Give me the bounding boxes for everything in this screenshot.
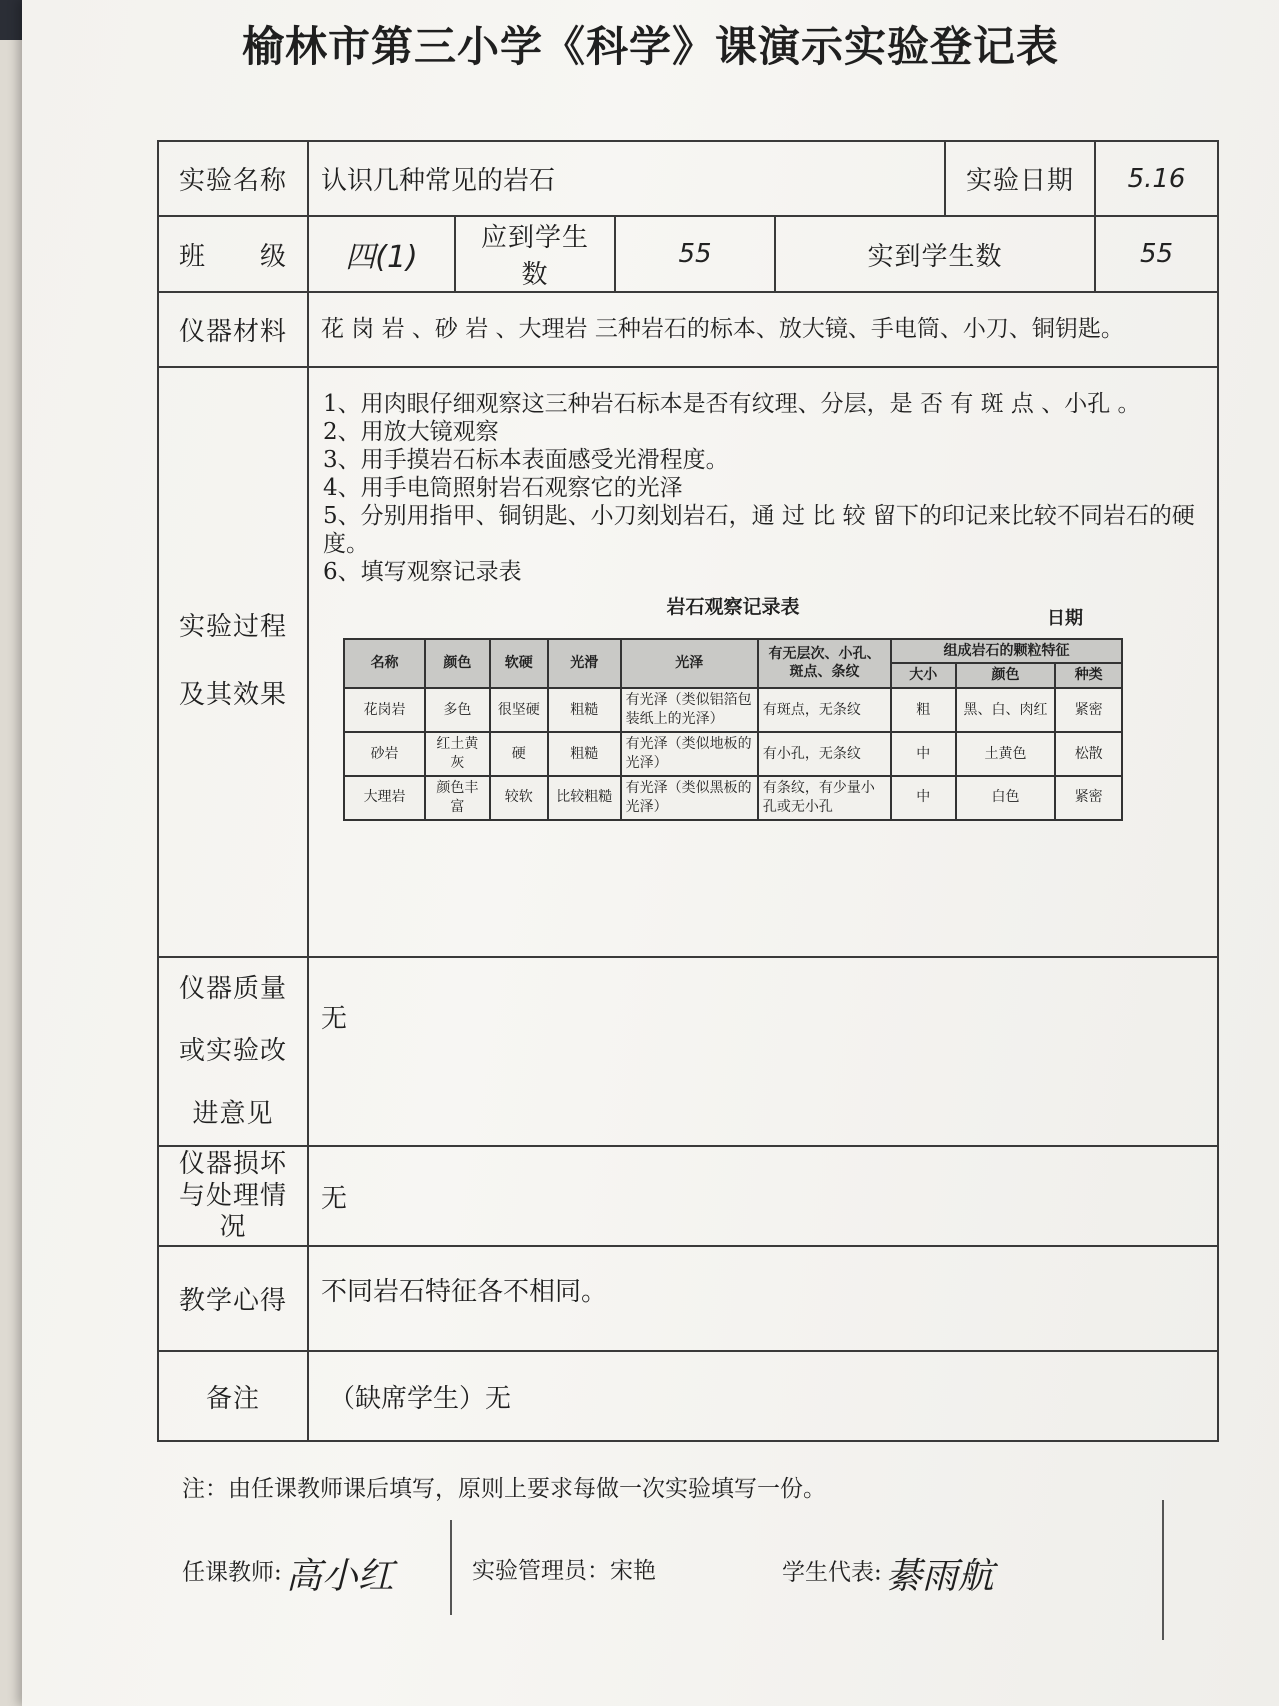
page-title: 榆林市第三小学《科学》课演示实验登记表 bbox=[241, 22, 1059, 71]
rock-layers: 有条纹，有少量小孔或无小孔 bbox=[758, 776, 891, 820]
header-color: 颜色 bbox=[425, 639, 489, 689]
rock-table-date-label: 日期 bbox=[1047, 608, 1083, 630]
expected-students-label: 应到学生数 bbox=[455, 216, 615, 292]
student-signature-value: 綦雨航 bbox=[885, 1556, 994, 1597]
reflection-value: 不同岩石特征各不相同。 bbox=[308, 1246, 1218, 1351]
step-4: 4、用手电筒照射岩石观察它的光泽 bbox=[323, 475, 683, 502]
actual-students-label: 实到学生数 bbox=[775, 216, 1095, 292]
step-6: 6、填写观察记录表 bbox=[323, 559, 522, 586]
table-row bbox=[344, 776, 1122, 820]
rock-grain-type: 松散 bbox=[1055, 732, 1122, 776]
rock-header-row-1 bbox=[344, 639, 1122, 664]
rock-hardness: 较软 bbox=[490, 776, 548, 820]
header-luster: 光泽 bbox=[621, 639, 758, 689]
rock-name: 花岗岩 bbox=[344, 688, 425, 732]
row-class bbox=[158, 216, 1218, 292]
registration-form-sheet bbox=[22, 0, 1279, 1706]
student-label: 学生代表: bbox=[782, 1559, 882, 1586]
rock-name: 大理岩 bbox=[344, 776, 425, 820]
quality-value: 无 bbox=[308, 957, 1218, 1146]
process-label bbox=[158, 367, 308, 957]
rock-smooth: 粗糙 bbox=[548, 688, 621, 732]
materials-label: 仪器材料 bbox=[158, 292, 308, 367]
process-steps bbox=[308, 367, 1218, 957]
actual-students-value: 55 bbox=[1095, 216, 1218, 292]
rock-grain-color: 土黄色 bbox=[956, 732, 1056, 776]
table-row bbox=[344, 688, 1122, 732]
experiment-name-value: 认识几种常见的岩石 bbox=[308, 141, 945, 216]
expected-students-value: 55 bbox=[615, 216, 775, 292]
rock-color: 红土黄灰 bbox=[425, 732, 489, 776]
rock-observation-sheet bbox=[343, 596, 1123, 820]
header-layers: 有无层次、小孔、斑点、条纹 bbox=[758, 639, 891, 689]
rock-table-heading bbox=[343, 596, 1123, 630]
quality-label-line-3: 进意见 bbox=[192, 1098, 274, 1129]
header-name: 名称 bbox=[344, 639, 425, 689]
rock-luster: 有光泽（类似地板的光泽） bbox=[621, 732, 758, 776]
row-experiment-name bbox=[158, 141, 1218, 216]
rock-smooth: 比较粗糙 bbox=[548, 776, 621, 820]
admin-value: 宋艳 bbox=[610, 1558, 656, 1584]
teacher-signature-value: 高小红 bbox=[285, 1556, 394, 1597]
signature-divider bbox=[450, 1520, 452, 1615]
rock-hardness: 硬 bbox=[490, 732, 548, 776]
damage-value: 无 bbox=[308, 1146, 1218, 1246]
rock-layers: 有斑点，无条纹 bbox=[758, 688, 891, 732]
rock-grain-color: 黑、白、肉红 bbox=[956, 688, 1056, 732]
class-label: 班 级 bbox=[158, 216, 308, 292]
admin-signature bbox=[472, 1552, 656, 1585]
header-smooth: 光滑 bbox=[548, 639, 621, 689]
remarks-label: 备注 bbox=[158, 1351, 308, 1441]
table-row bbox=[344, 732, 1122, 776]
step-5: 5、分别用指甲、铜钥匙、小刀刻划岩石，通 过 比 较 留下的印记来比较不同岩石的硬度。 bbox=[323, 503, 1195, 558]
process-label-line-2: 及其效果 bbox=[178, 680, 287, 710]
rock-name: 砂岩 bbox=[344, 732, 425, 776]
signature-row bbox=[182, 1530, 1192, 1620]
header-grain-type: 种类 bbox=[1055, 663, 1122, 688]
remarks-value: （缺席学生）无 bbox=[308, 1351, 1218, 1441]
row-reflection bbox=[158, 1246, 1218, 1351]
footer-note: 注：由任课教师课后填写，原则上要求每做一次实验填写一份。 bbox=[182, 1476, 826, 1502]
row-quality bbox=[158, 957, 1218, 1146]
header-grain-size: 大小 bbox=[891, 663, 955, 688]
row-remarks bbox=[158, 1351, 1218, 1441]
signature-right-border bbox=[1162, 1500, 1164, 1640]
rock-grain-size: 粗 bbox=[891, 688, 955, 732]
registration-table bbox=[157, 140, 1219, 1442]
student-signature bbox=[782, 1548, 994, 1599]
experiment-date-value: 5.16 bbox=[1095, 141, 1218, 216]
rock-hardness: 很坚硬 bbox=[490, 688, 548, 732]
damage-label: 仪器损坏与处理情况 bbox=[158, 1146, 308, 1246]
rock-color: 多色 bbox=[425, 688, 489, 732]
class-value: 四(1) bbox=[308, 216, 455, 292]
quality-label-line-2: 或实验改 bbox=[178, 1036, 287, 1067]
process-label-line-1: 实验过程 bbox=[178, 612, 287, 643]
teacher-label: 任课教师: bbox=[182, 1559, 282, 1586]
rock-luster: 有光泽（类似黑板的光泽） bbox=[621, 776, 758, 820]
experiment-name-label: 实验名称 bbox=[158, 141, 308, 216]
row-process bbox=[158, 367, 1218, 957]
row-damage bbox=[158, 1146, 1218, 1246]
rock-grain-color: 白色 bbox=[956, 776, 1056, 820]
rock-observation-table bbox=[343, 638, 1123, 821]
rock-color: 颜色丰富 bbox=[425, 776, 489, 820]
rock-grain-type: 紧密 bbox=[1055, 688, 1122, 732]
rock-layers: 有小孔，无条纹 bbox=[758, 732, 891, 776]
rock-smooth: 粗糙 bbox=[548, 732, 621, 776]
teacher-signature bbox=[182, 1548, 394, 1599]
header-grain-group: 组成岩石的颗粒特征 bbox=[891, 639, 1122, 664]
header-grain-color: 颜色 bbox=[956, 663, 1056, 688]
step-2: 2、用放大镜观察 bbox=[323, 419, 499, 446]
quality-label-line-1: 仪器质量 bbox=[178, 974, 287, 1004]
reflection-label: 教学心得 bbox=[158, 1246, 308, 1351]
admin-label: 实验管理员： bbox=[472, 1558, 610, 1584]
row-materials bbox=[158, 292, 1218, 367]
header-hardness: 软硬 bbox=[490, 639, 548, 689]
quality-label bbox=[158, 957, 308, 1146]
step-1: 1、用肉眼仔细观察这三种岩石标本是否有纹理、分层，是 否 有 斑 点 、小孔 。 bbox=[323, 391, 1141, 417]
rock-grain-size: 中 bbox=[891, 732, 955, 776]
experiment-date-label: 实验日期 bbox=[945, 141, 1095, 216]
rock-table-title: 岩石观察记录表 bbox=[666, 596, 800, 619]
step-3: 3、用手摸岩石标本表面感受光滑程度。 bbox=[323, 447, 729, 474]
rock-luster: 有光泽（类似铝箔包装纸上的光泽） bbox=[621, 688, 758, 732]
materials-value: 花 岗 岩 、砂 岩 、大理岩 三种岩石的标本、放大镜、手电筒、小刀、铜钥匙。 bbox=[308, 292, 1218, 367]
rock-grain-size: 中 bbox=[891, 776, 955, 820]
rock-grain-type: 紧密 bbox=[1055, 776, 1122, 820]
